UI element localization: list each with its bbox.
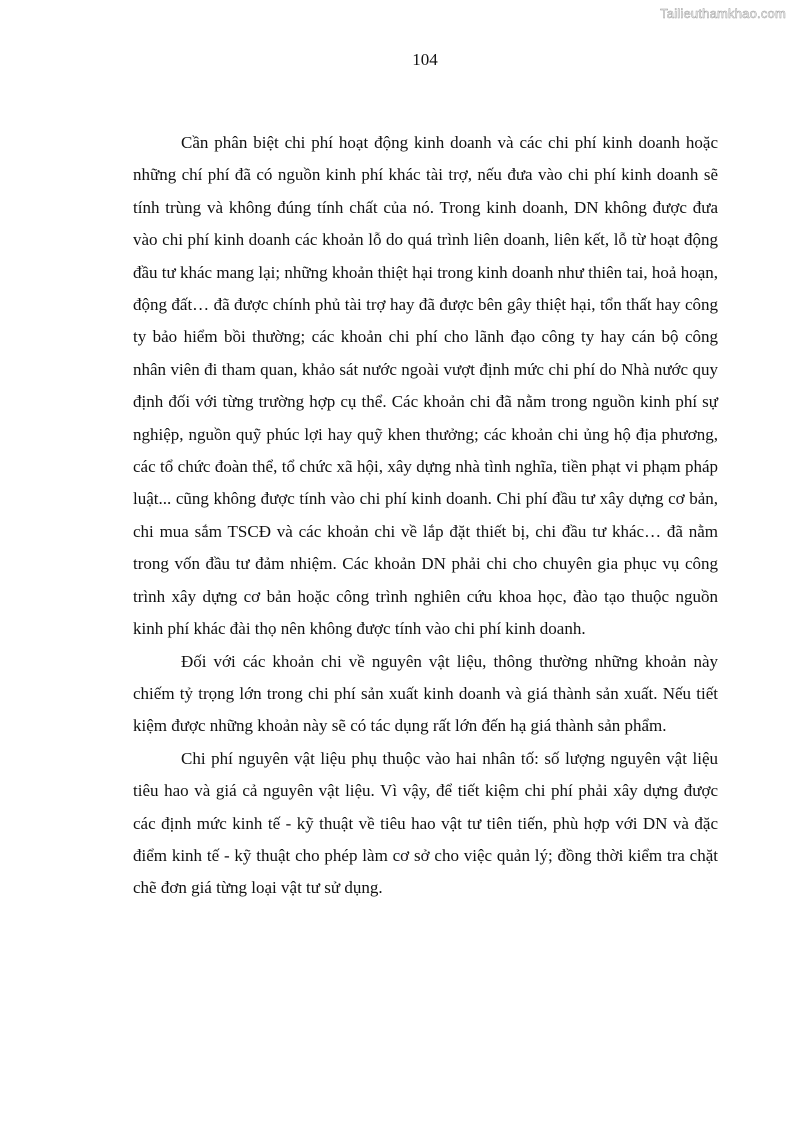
paragraph-3: Chi phí nguyên vật liệu phụ thuộc vào hai nhân tố: số lượng nguyên vật liệu tiêu hao và giá cả nguyên vật liệu. Vì vậy, để tiết kiệm chi phí phải xây dựng được các định mức kinh tế - kỹ thuật về tiêu hao vật tư tiên tiến, phù hợp với DN và đặc điểm kinh tế - kỹ thuật cho phép làm cơ sở cho việc quản lý; đồng thời kiểm tra chặt chẽ đơn giá từng loại vật tư sử dụng. [133, 748, 718, 898]
body-text [133, 127, 718, 905]
page-number: 104 [412, 50, 438, 69]
watermark: Tailieuthamkhao.com [660, 6, 786, 21]
paragraph-2: Đối với các khoản chi về nguyên vật liệu, thông thường những khoản này chiếm tỷ trọng lớn trong chi phí sản xuất kinh doanh và giá thành sản xuất. Nếu tiết kiệm được những khoản này sẽ có tác dụng rất lớn đến hạ giá thành sản phẩm. [133, 651, 718, 736]
paragraph-1: Cần phân biệt chi phí hoạt động kinh doanh và các chi phí kinh doanh hoặc những chí phí đã có nguồn kinh phí khác tài trợ, nếu đưa vào chi phí kinh doanh sẽ tính trùng và không đúng tính chất của nó. Trong kinh doanh, DN không được đưa vào chi phí kinh doanh các khoản lỗ do quá trình liên doanh, liên kết, lỗ từ hoạt động đầu tư khác mang lại; những khoản thiệt hại trong kinh doanh như thiên tai, hoả hoạn, động đất… đã được chính phủ tài trợ hay đã được bên gây thiệt hại, tổn thất hay công ty bảo hiểm bồi thường; các khoản chi phí cho lãnh đạo công ty hay cán bộ công nhân viên đi tham quan, khảo sát nước ngoài vượt định mức chi phí do Nhà nước quy định đối với từng trường hợp cụ thể. Các khoản chi đã nằm trong nguồn kinh phí sự nghiệp, nguồn quỹ phúc lợi hay quỹ khen thưởng; các khoản chi ủng hộ địa phương, các tổ chức đoàn thể, tổ chức xã hội, xây dựng nhà tình nghĩa, tiền phạt vi phạm pháp luật... cũng không được tính vào chi phí kinh doanh. Chi phí đầu tư xây dựng cơ bản, chi mua sắm TSCĐ và các khoản chi về lắp đặt thiết bị, chi đầu tư khác… đã nằm trong vốn đầu tư đảm nhiệm. Các khoản DN phải chi cho chuyên gia phục vụ công trình xây dựng cơ bản hoặc công trình nghiên cứu khoa học, đào tạo thuộc nguồn kinh phí khác đài thọ nên không được tính vào chi phí kinh doanh. [133, 133, 718, 639]
